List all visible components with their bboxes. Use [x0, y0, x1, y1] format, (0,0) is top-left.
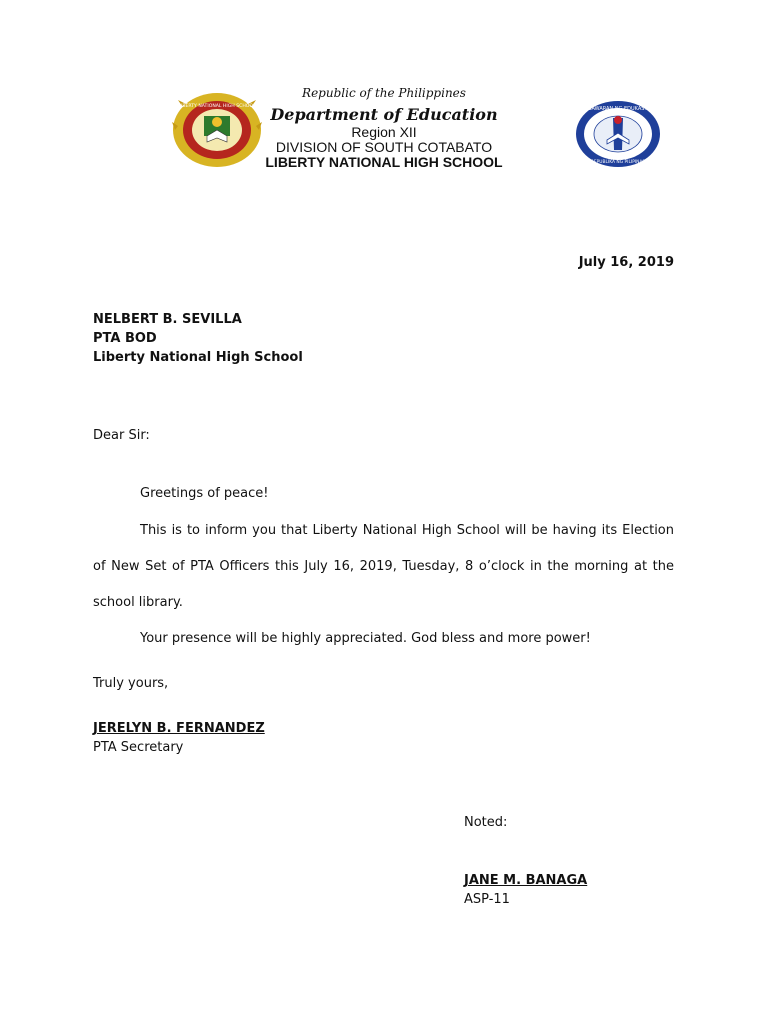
deped-seal-logo [575, 100, 661, 168]
salutation: Dear Sir: [93, 428, 150, 443]
header-region: Region XII [351, 124, 417, 140]
recipient-organization: Liberty National High School [93, 350, 303, 365]
signatory-name: JERELYN B. FERNANDEZ [93, 721, 265, 736]
recipient-name: NELBERT B. SEVILLA [93, 312, 242, 327]
header-division: DIVISION OF SOUTH COTABATO [275, 139, 493, 155]
greeting-paragraph: Greetings of peace! [140, 486, 269, 501]
header-department: Department of Education [270, 105, 498, 124]
letter-date: July 16, 2019 [578, 255, 674, 270]
header-school: LIBERTY NATIONAL HIGH SCHOOL [265, 154, 503, 170]
noted-label: Noted: [464, 815, 508, 830]
body-paragraph: This is to inform you that Liberty National High School will be having its Election of New Set of PTA Officers this July 16, 2019, Tuesday, 8 o’clock in the morning at the school library. [93, 523, 674, 610]
svg-text:LIBERTY NATIONAL HIGH SCHOOL: LIBERTY NATIONAL HIGH SCHOOL [178, 104, 256, 109]
svg-text:REPUBLIKA NG PILIPINAS: REPUBLIKA NG PILIPINAS [590, 160, 646, 165]
noted-by-name: JANE M. BANAGA [464, 873, 588, 888]
presence-paragraph: Your presence will be highly appreciated. God bless and more power! [140, 631, 591, 646]
signatory-title: PTA Secretary [93, 740, 184, 755]
closing: Truly yours, [93, 676, 169, 691]
recipient-position: PTA BOD [93, 331, 157, 346]
svg-text:KAGAWARAN NG EDUKASYON: KAGAWARAN NG EDUKASYON [581, 106, 655, 112]
header-republic: Republic of the Philippines [302, 86, 466, 100]
noted-by-title: ASP-11 [464, 892, 510, 907]
